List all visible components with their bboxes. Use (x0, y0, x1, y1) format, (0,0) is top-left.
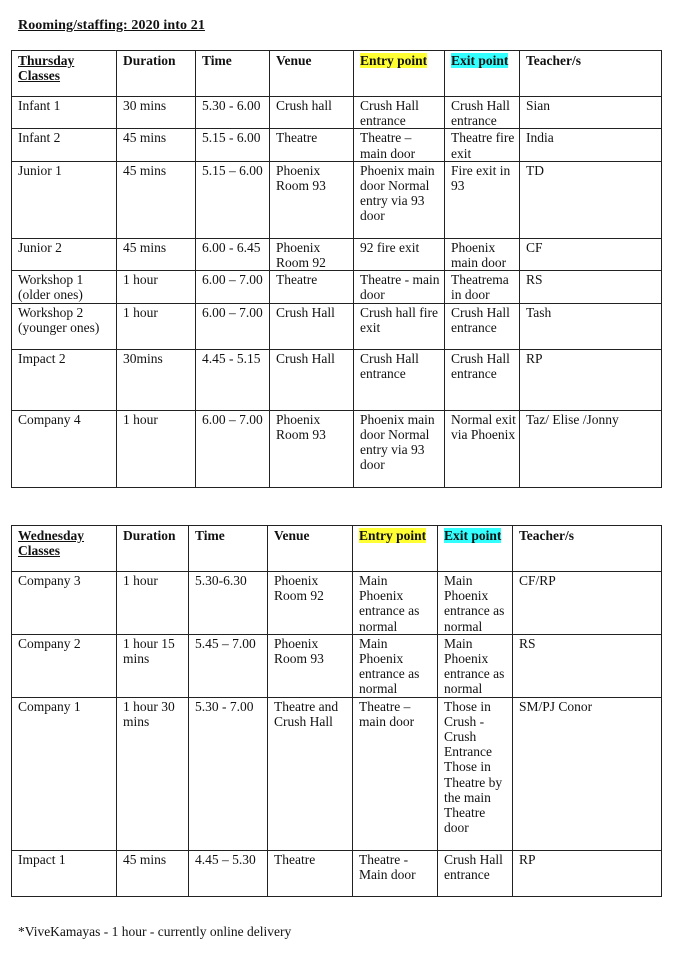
header-time: Time (189, 526, 268, 572)
table-row (12, 161, 662, 238)
entry-point-cell: 92 fire exit (354, 238, 445, 270)
thursday-schedule-table (11, 50, 662, 488)
duration-cell: 45 mins (117, 129, 196, 161)
time-cell: 5.30 - 6.00 (196, 97, 270, 129)
table-row (12, 129, 662, 161)
time-cell: 4.45 – 5.30 (189, 850, 268, 896)
entry-point-cell: Theatre - main door (354, 271, 445, 303)
header-exit-point: Exit point (438, 526, 513, 572)
header-teachers: Teacher/s (513, 526, 662, 572)
header-venue: Venue (270, 51, 354, 97)
class-name-cell: Junior 2 (12, 238, 117, 270)
venue-cell: Phoenix Room 93 (268, 634, 353, 697)
class-name-cell: Infant 1 (12, 97, 117, 129)
header-teachers: Teacher/s (520, 51, 662, 97)
class-name-cell: Company 3 (12, 572, 117, 635)
exit-point-cell: Phoenix main door (445, 238, 520, 270)
duration-cell: 45 mins (117, 161, 196, 238)
exit-point-cell: Fire exit in 93 (445, 161, 520, 238)
table-header-row (12, 51, 662, 97)
footnote: *ViveKamayas - 1 hour - currently online delivery (18, 924, 292, 939)
teacher-cell: CF (520, 238, 662, 270)
exit-point-cell: Main Phoenix entrance as normal (438, 634, 513, 697)
entry-point-cell: Main Phoenix entrance as normal (353, 572, 438, 635)
teacher-cell: RS (520, 271, 662, 303)
venue-cell: Phoenix Room 93 (270, 410, 354, 487)
exit-point-cell: Crush Hall entrance (445, 97, 520, 129)
table-header-row (12, 526, 662, 572)
header-entry-point: Entry point (353, 526, 438, 572)
time-cell: 5.15 – 6.00 (196, 161, 270, 238)
table-row (12, 634, 662, 697)
venue-cell: Crush Hall (270, 349, 354, 410)
entry-point-cell: Phoenix main door Normal entry via 93 door (354, 161, 445, 238)
exit-point-cell: Crush Hall entrance (445, 303, 520, 349)
exit-point-cell: Crush Hall entrance (445, 349, 520, 410)
exit-point-cell: Normal exit via Phoenix (445, 410, 520, 487)
table-row (12, 850, 662, 896)
table-row (12, 410, 662, 487)
class-name-cell: Impact 2 (12, 349, 117, 410)
duration-cell: 30 mins (117, 97, 196, 129)
class-name-cell: Impact 1 (12, 850, 117, 896)
entry-point-cell: Theatre – main door (354, 129, 445, 161)
time-cell: 5.30-6.30 (189, 572, 268, 635)
teacher-cell: RP (513, 850, 662, 896)
table-row (12, 572, 662, 635)
entry-point-cell: Crush Hall entrance (354, 97, 445, 129)
venue-cell: Phoenix Room 92 (270, 238, 354, 270)
venue-cell: Theatre (270, 271, 354, 303)
exit-point-cell: Theatrema in door (445, 271, 520, 303)
class-name-cell: Workshop 1 (older ones) (12, 271, 117, 303)
duration-cell: 1 hour (117, 410, 196, 487)
exit-point-cell: Crush Hall entrance (438, 850, 513, 896)
entry-point-cell: Crush Hall entrance (354, 349, 445, 410)
teacher-cell: India (520, 129, 662, 161)
table-row (12, 303, 662, 349)
class-name-cell: Junior 1 (12, 161, 117, 238)
time-cell: 6.00 - 6.45 (196, 238, 270, 270)
class-name-cell: Infant 2 (12, 129, 117, 161)
time-cell: 5.45 – 7.00 (189, 634, 268, 697)
time-cell: 6.00 – 7.00 (196, 303, 270, 349)
table-row (12, 271, 662, 303)
header-classes: Wednesday Classes (12, 526, 117, 572)
teacher-cell: Tash (520, 303, 662, 349)
duration-cell: 1 hour (117, 572, 189, 635)
entry-point-cell: Crush hall fire exit (354, 303, 445, 349)
class-name-cell: Company 4 (12, 410, 117, 487)
duration-cell: 1 hour 15 mins (117, 634, 189, 697)
duration-cell: 45 mins (117, 238, 196, 270)
exit-point-cell: Theatre fire exit (445, 129, 520, 161)
time-cell: 5.30 - 7.00 (189, 697, 268, 850)
duration-cell: 1 hour (117, 303, 196, 349)
header-entry-point: Entry point (354, 51, 445, 97)
time-cell: 6.00 – 7.00 (196, 271, 270, 303)
venue-cell: Phoenix Room 92 (268, 572, 353, 635)
header-time: Time (196, 51, 270, 97)
table-row (12, 697, 662, 850)
teacher-cell: Taz/ Elise /Jonny (520, 410, 662, 487)
teacher-cell: SM/PJ Conor (513, 697, 662, 850)
header-duration: Duration (117, 526, 189, 572)
teacher-cell: CF/RP (513, 572, 662, 635)
entry-point-cell: Main Phoenix entrance as normal (353, 634, 438, 697)
teacher-cell: RS (513, 634, 662, 697)
venue-cell: Theatre (270, 129, 354, 161)
class-name-cell: Company 1 (12, 697, 117, 850)
venue-cell: Crush Hall (270, 303, 354, 349)
time-cell: 5.15 - 6.00 (196, 129, 270, 161)
time-cell: 6.00 – 7.00 (196, 410, 270, 487)
header-venue: Venue (268, 526, 353, 572)
exit-point-cell: Those in Crush - Crush Entrance Those in Theatre by the main Theatre door (438, 697, 513, 850)
teacher-cell: RP (520, 349, 662, 410)
duration-cell: 45 mins (117, 850, 189, 896)
teacher-cell: Sian (520, 97, 662, 129)
venue-cell: Theatre and Crush Hall (268, 697, 353, 850)
duration-cell: 1 hour 30 mins (117, 697, 189, 850)
entry-point-cell: Theatre - Main door (353, 850, 438, 896)
table-row (12, 97, 662, 129)
class-name-cell: Workshop 2 (younger ones) (12, 303, 117, 349)
table-row (12, 349, 662, 410)
wednesday-schedule-table (11, 525, 662, 897)
teacher-cell: TD (520, 161, 662, 238)
entry-point-cell: Phoenix main door Normal entry via 93 door (354, 410, 445, 487)
venue-cell: Theatre (268, 850, 353, 896)
header-duration: Duration (117, 51, 196, 97)
header-exit-point: Exit point (445, 51, 520, 97)
duration-cell: 30mins (117, 349, 196, 410)
venue-cell: Crush hall (270, 97, 354, 129)
header-classes: Thursday Classes (12, 51, 117, 97)
time-cell: 4.45 - 5.15 (196, 349, 270, 410)
document-title: Rooming/staffing: 2020 into 21 (18, 18, 205, 33)
venue-cell: Phoenix Room 93 (270, 161, 354, 238)
table-row (12, 238, 662, 270)
duration-cell: 1 hour (117, 271, 196, 303)
entry-point-cell: Theatre – main door (353, 697, 438, 850)
class-name-cell: Company 2 (12, 634, 117, 697)
exit-point-cell: Main Phoenix entrance as normal (438, 572, 513, 635)
